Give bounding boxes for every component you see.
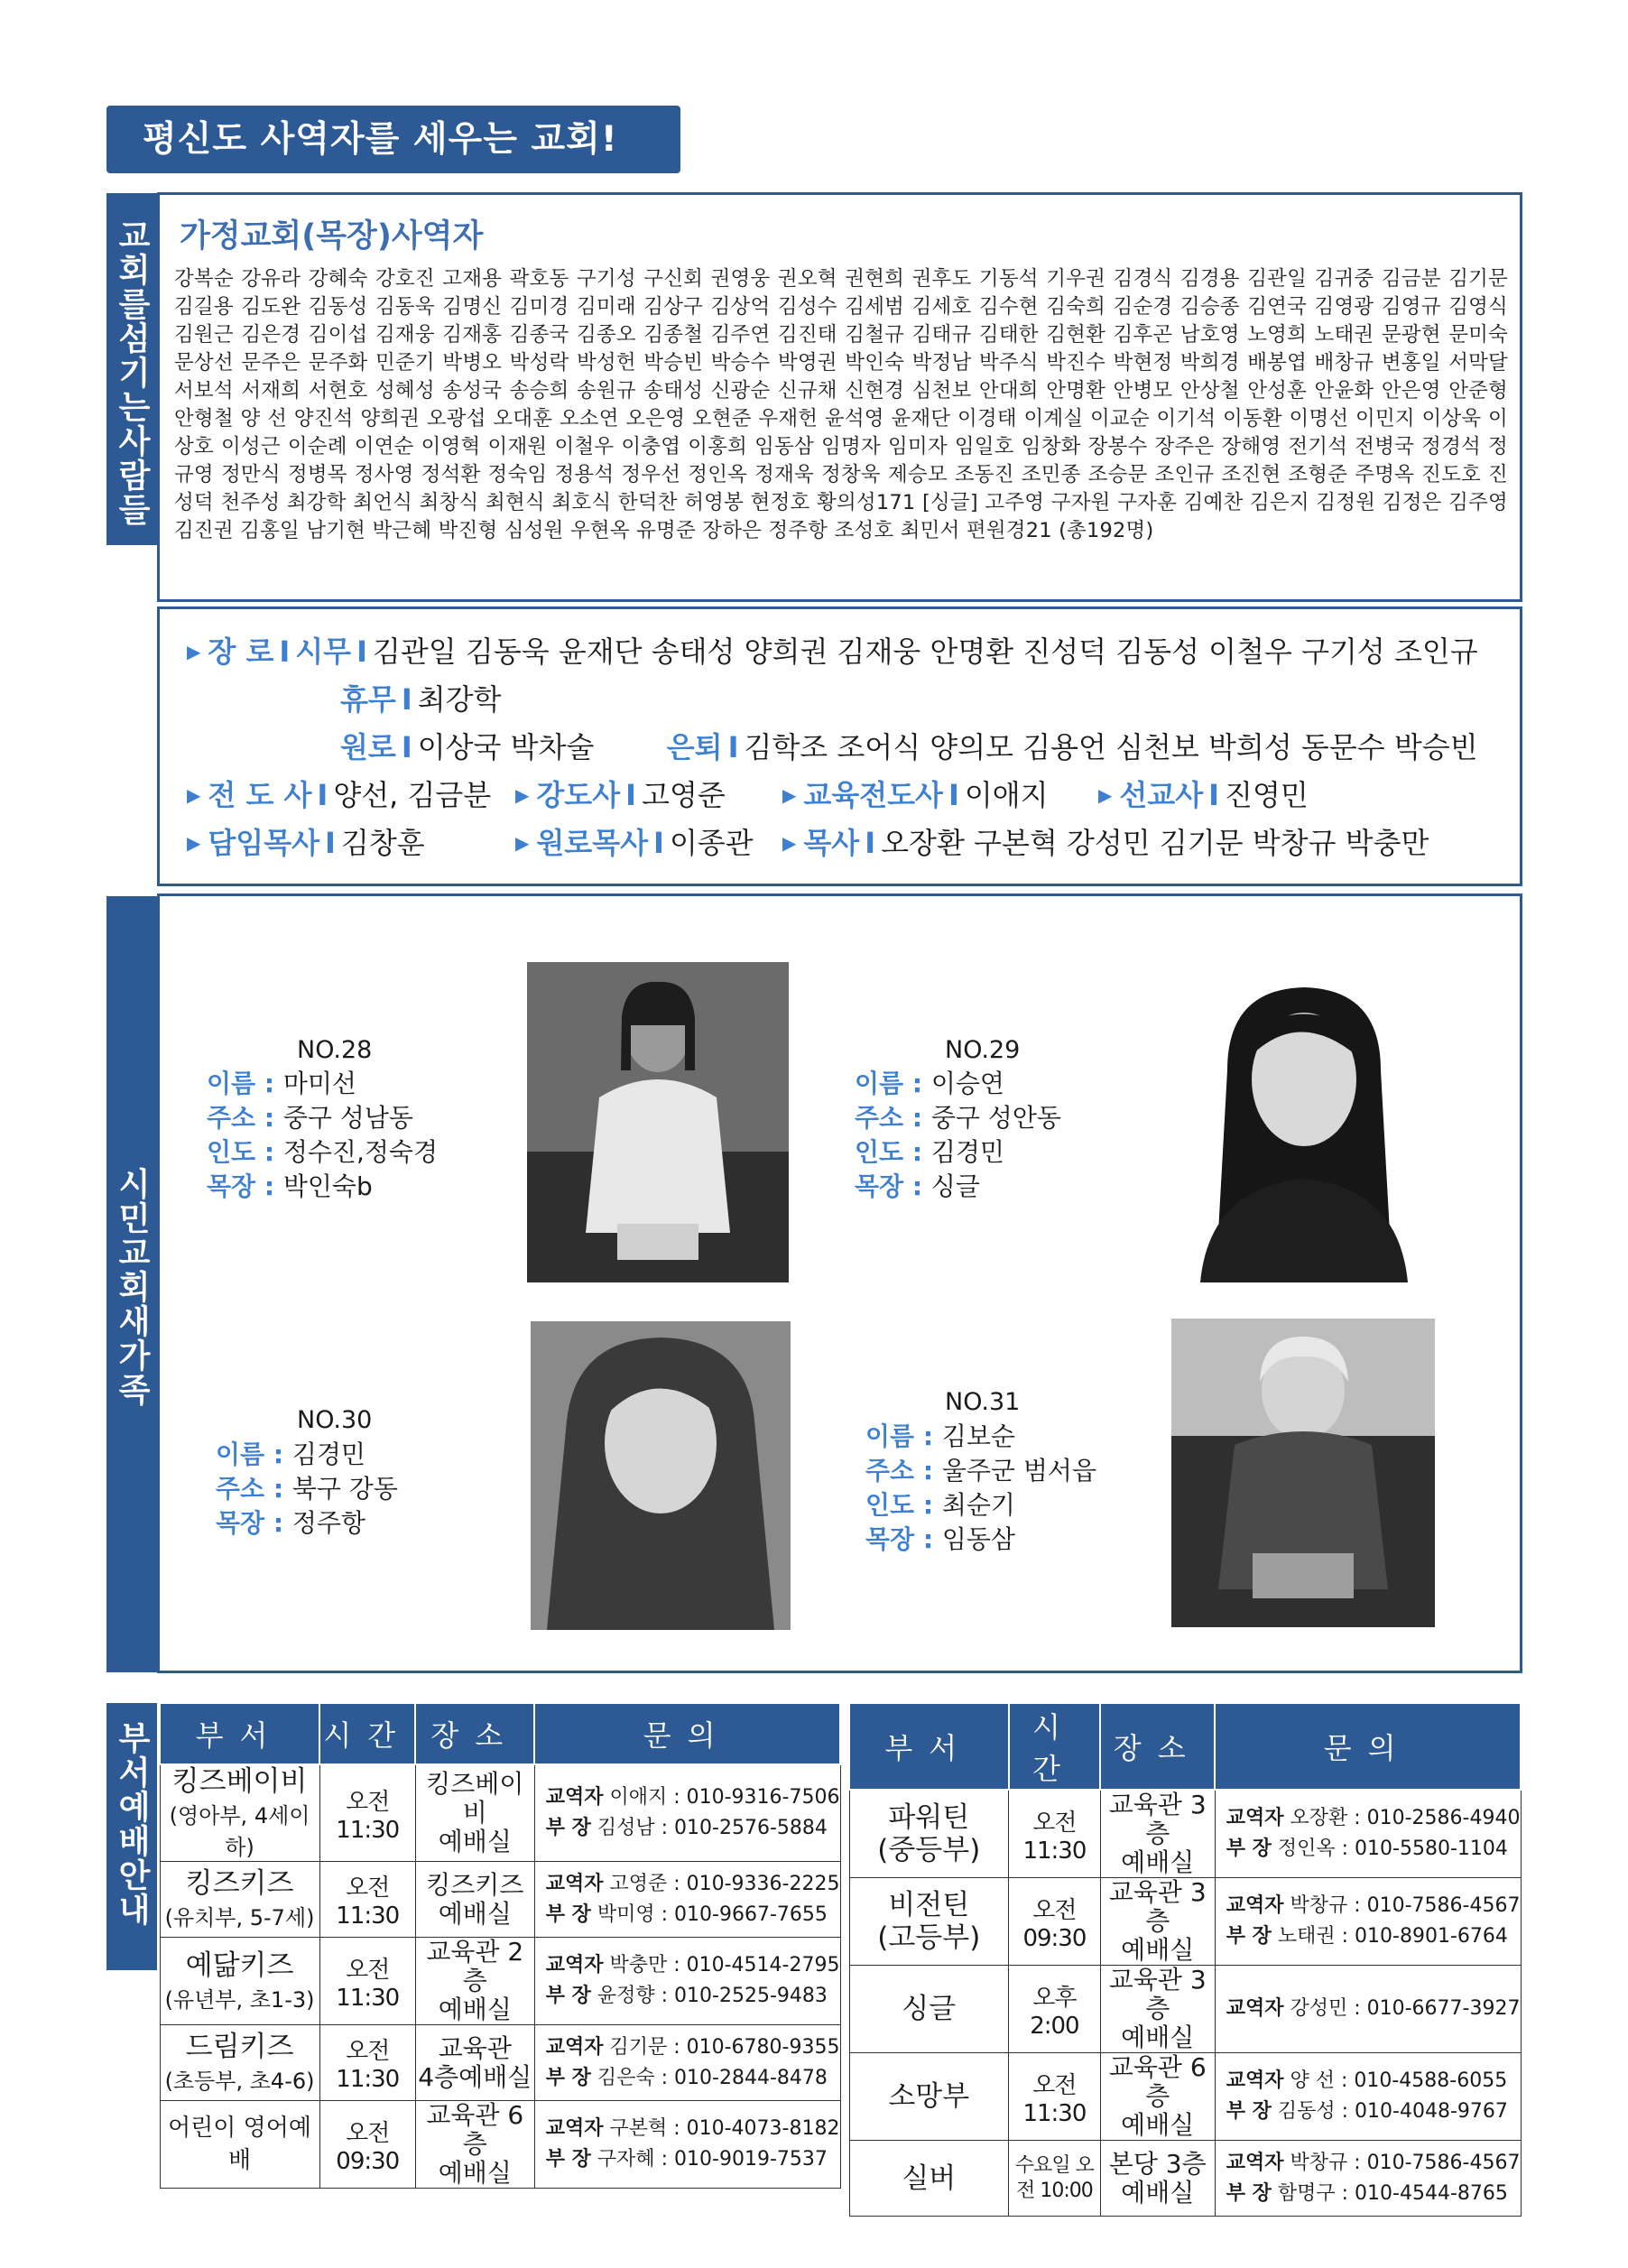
- col-header-place: 장소: [1100, 1703, 1215, 1790]
- staff-elders-row: ▶ 장 로 I 시무 I 김관일 김동욱 윤재단 송태성 양희권 김재웅 안명환 진성덕 김동성 이철우 구기성 조인규: [187, 634, 1478, 669]
- table-row: 어린이 영어예배 오전 09:30 교육관 6층 예배실 교역자 구본혁 : 010-4073-8182 부 장 구자혜 : 010-9019-7537: [160, 2101, 840, 2189]
- servants-side-tab: 교회를섬기는사람들: [106, 193, 157, 545]
- col-header-contact: 문의: [1215, 1703, 1521, 1790]
- servants-heading: 가정교회(목장)사역자: [180, 218, 484, 255]
- staff-missionary: ▶ 선교사 I 진영민: [1098, 778, 1309, 812]
- table-row: 소망부 오전 11:30 교육관 6층 예배실 교역자 양 선 : 010-4588-6055 부 장 김동성 : 010-4048-9767: [849, 2053, 1521, 2141]
- staff-leave-row: 휴무 I 최강학: [340, 682, 502, 717]
- col-header-place: 장소: [415, 1703, 534, 1764]
- member-field: 이름 : 마미선: [207, 1069, 356, 1098]
- staff-senior-pastor: ▶ 담임목사 I 김창훈: [187, 826, 425, 860]
- servants-names: 강복순 강유라 강혜숙 강호진 고재용 곽호동 구기성 구신회 권영웅 권오혁 권현희 권후도 기동석 기우권 김경식 김경용 김관일 김귀중 김금분 김기문 김길용 김도완 김동성 김동욱 김명신 김미경 김미래 김상구 김상억 김성수 김세범 김세호 김수현 김숙희 김순경 김승종 김연국 김영광 김영규 김영식 김원근 김은경 김이섭 김재웅 김재홍 김종국 김종오 김종철 김주연 김진태 김철규 김태규 김태한 김현환 김후곤 남호영 노영희 노태권 문광현 문미숙 문상선 문주은 문주화 민준기 박병오 박성락 박성헌 박승빈 박승수 박영권 박인숙 박정남 박주식 박진수 박현정 박희경 배봉엽 배창규 변홍일 서막달 서보석 서재희 서현호 성혜성 송성국 송승희 송원규 송태성 신광순 신규채 신현경 심천보 안대희 안명환 안병모 안상철 안성훈 안윤화 안은영 안준형 안형철 양 선 양진석 양희권 오광섭 오대훈 오소연 오은영 오현준 우재헌 윤석영 윤재단 이경태 이계실 이교순 이기석 이동환 이명선 이민지 이상욱 이상호 이성근 이순례 이연순 이영혁 이재원 이철우 이충엽 이홍희 임동삼 임명자 임미자 임일호 임창화 장봉수 장주은 장해영 전기석 전병국 정경석 정규영 정만식 정병목 정사영 정석환 정숙임 정용석 정우선 정인옥 정재욱 정창욱 제승모 조동진 조민종 조승문 조인규 조진현 조형준 주명옥 진도호 진성덕 천주성 최강학 최언식 최창식 최현식 최호식 한덕찬 허영봉 현정호 황의성171 [싱글] 고주영 구자원 구자훈 김예찬 김은지 김정원 김정은 김주영 김진권 김홍일 남기현 박근혜 박진형 심성원 우현옥 유명준 장하은 정주항 조성호 최민서 편원경21 (총192명): [174, 267, 1508, 542]
- member-photo-28: [527, 962, 789, 1282]
- staff-pastors: ▶ 목사 I 오장환 구본혁 강성민 김기문 박창규 박충만: [782, 826, 1429, 860]
- table-row: 파워틴 (중등부) 오전 11:30 교육관 3층 예배실 교역자 오장환 : 010-2586-4940 부 장 정인옥 : 010-5580-1104: [849, 1790, 1521, 1878]
- member-field: 이름 : 김보순: [865, 1421, 1015, 1451]
- member-field: 목장 : 싱글: [855, 1171, 980, 1201]
- col-header-time: 시간: [319, 1703, 415, 1764]
- table-row: 킹즈베이비 (영아부, 4세이하) 오전 11:30 킹즈베이비 예배실 교역자 이애지 : 010-9316-7506 부 장 김성남 : 010-2576-5884: [160, 1764, 840, 1862]
- member-photo-31: [1171, 1319, 1435, 1627]
- member-field: 주소 : 울주군 범서읍: [865, 1456, 1097, 1486]
- staff-edu-evangelist: ▶ 교육전도사 I 이애지: [782, 778, 1049, 812]
- member-photo-29: [1173, 962, 1435, 1282]
- portrait-elderly-woman: [1171, 1319, 1435, 1627]
- table-row: 실버 수요일 오전 10:00 본당 3층 예배실 교역자 박창규 : 010-7586-4567 부 장 함명구 : 010-4544-8765: [849, 2141, 1521, 2217]
- col-header-time: 시간: [1009, 1703, 1101, 1790]
- table-row: 킹즈키즈 (유치부, 5-7세) 오전 11:30 킹즈키즈 예배실 교역자 고영준 : 010-9336-2225 부 장 박미영 : 010-9667-7655: [160, 1862, 840, 1938]
- staff-emeritus-row: 원로 I 이상국 박차술 은퇴 I 김학조 조어식 양의모 김용언 심천보 박희성 동문수 박승빈: [340, 730, 1478, 764]
- member-card-29: [855, 1067, 1061, 1204]
- member-number: NO.30: [297, 1406, 373, 1434]
- staff-emeritus-pastor: ▶ 원로목사 I 이종관: [515, 826, 754, 860]
- col-header-dept: 부서: [160, 1703, 319, 1764]
- member-field: 인도 : 정수진,정숙경: [207, 1137, 439, 1167]
- table-row: 비전틴 (고등부) 오전 09:30 교육관 3층 예배실 교역자 박창규 : 010-7586-4567 부 장 노태권 : 010-8901-6764: [849, 1878, 1521, 1966]
- table-row: 드림키즈 (초등부, 초4-6) 오전 11:30 교육관 4층예배실 교역자 김기문 : 010-6780-9355 부 장 김은숙 : 010-2844-8478: [160, 2025, 840, 2101]
- member-field: 주소 : 중구 성남동: [207, 1103, 413, 1133]
- member-number: NO.31: [945, 1388, 1021, 1416]
- col-header-dept: 부서: [849, 1703, 1009, 1790]
- member-field: 목장 : 정주항: [216, 1508, 365, 1538]
- member-field: 인도 : 최순기: [865, 1490, 1015, 1520]
- table-row: 싱글 오후 2:00 교육관 3층 예배실 교역자 강성민 : 010-6677-3927: [849, 1966, 1521, 2053]
- member-card-30: [216, 1438, 398, 1541]
- page-title: 평신도 사역자를 세우는 교회!: [106, 106, 680, 173]
- staff-box: [157, 606, 1522, 886]
- portrait-woman-sitting: [527, 962, 789, 1282]
- portrait-young-woman-long-hair: [531, 1321, 791, 1630]
- member-field: 인도 : 김경민: [855, 1137, 1004, 1167]
- departments-side-tab: 부서예배안내: [106, 1703, 157, 1970]
- member-card-31: [865, 1420, 1096, 1557]
- member-field: 주소 : 북구 강동: [216, 1474, 398, 1504]
- servants-box: [157, 192, 1522, 602]
- col-header-contact: 문의: [534, 1703, 840, 1764]
- member-number: NO.29: [945, 1036, 1021, 1064]
- newfamily-side-tab: 시민교회새가족: [106, 896, 157, 1672]
- member-number: NO.28: [297, 1036, 373, 1064]
- member-field: 주소 : 중구 성안동: [855, 1103, 1061, 1133]
- member-field: 이름 : 김경민: [216, 1439, 365, 1469]
- department-table-right: [848, 1702, 1522, 2217]
- member-field: 목장 : 박인숙b: [207, 1171, 373, 1201]
- member-field: 목장 : 임동삼: [865, 1524, 1015, 1554]
- department-table-left: [159, 1702, 841, 2189]
- staff-lecturer: ▶ 강도사 I 고영준: [515, 778, 726, 812]
- portrait-young-woman: [1173, 962, 1435, 1282]
- member-photo-30: [531, 1321, 791, 1630]
- member-field: 이름 : 이승연: [855, 1069, 1004, 1098]
- newfamily-box: [157, 893, 1522, 1673]
- member-card-28: [207, 1067, 438, 1204]
- table-row: 예닮키즈 (유년부, 초1-3) 오전 11:30 교육관 2층 예배실 교역자 박충만 : 010-4514-2795 부 장 윤정향 : 010-2525-9483: [160, 1938, 840, 2025]
- staff-evangelist-row: ▶ 전 도 사 I 양선, 김금분: [187, 778, 492, 812]
